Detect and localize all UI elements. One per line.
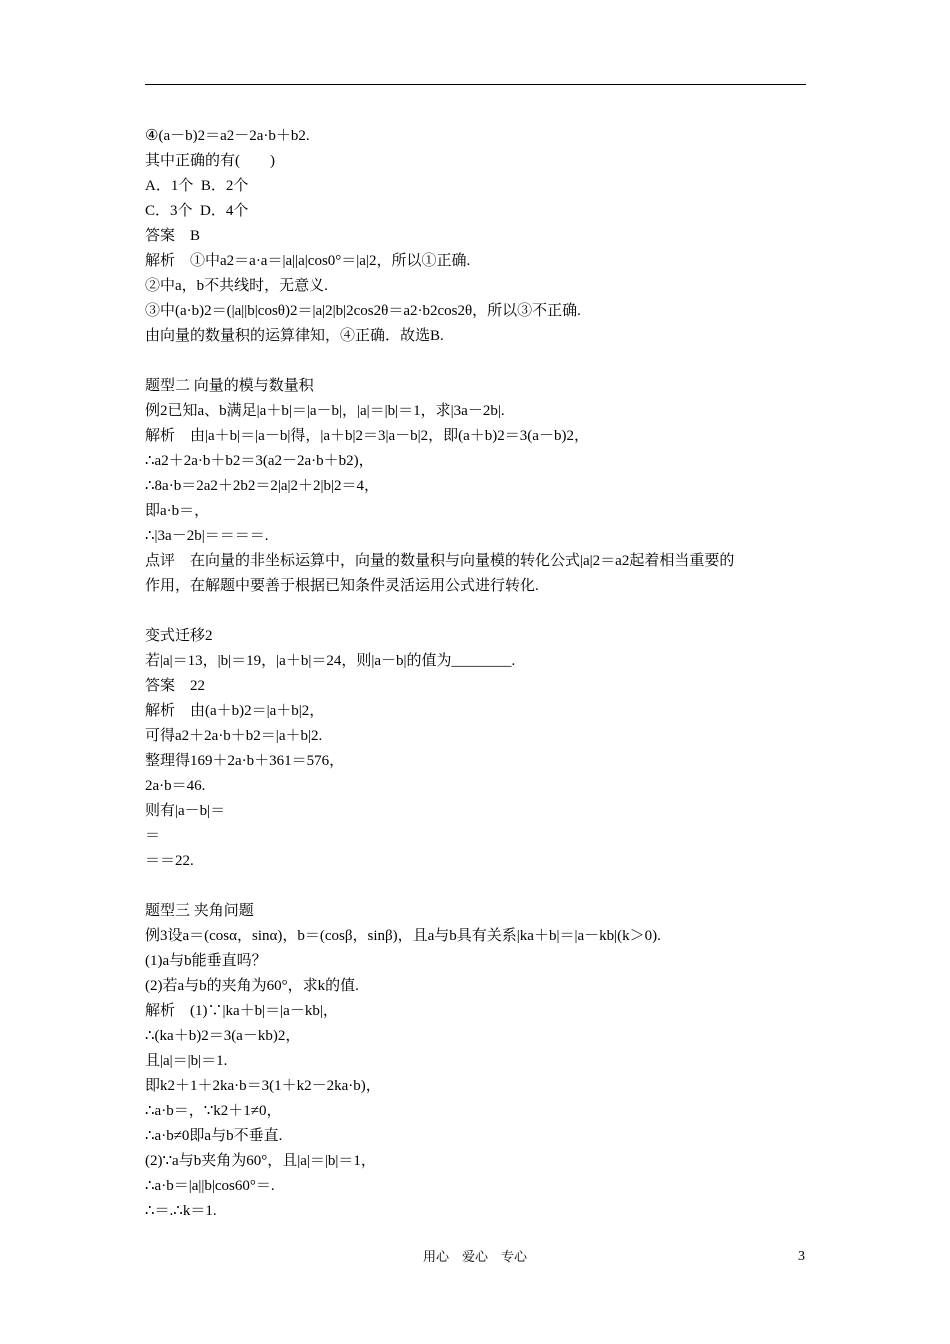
text-line: 解析 ①中a2＝a·a＝|a||a|cos0°＝|a|2，所以①正确. bbox=[145, 253, 471, 269]
footer-slogan: 用心 爱心 专心 bbox=[422, 1249, 527, 1264]
text-line: ＝＝22. bbox=[145, 853, 194, 869]
text-line: A．1个 B．2个 bbox=[145, 178, 249, 194]
text-line: 例3设a＝(cosα，sinα)，b＝(cosβ，sinβ)，且a与b具有关系|ka＋b|＝|a－kb|(k＞0). bbox=[145, 928, 661, 944]
text-line: ③中(a·b)2＝(|a||b|cosθ)2＝|a|2|b|2cos2θ＝a2·b2cos2θ，所以③不正确. bbox=[145, 303, 581, 319]
text-line: 点评 在向量的非坐标运算中，向量的数量积与向量模的转化公式|a|2＝a2起着相当重要的 bbox=[145, 553, 735, 569]
text-line: 题型三 夹角问题 bbox=[145, 903, 254, 919]
text-line: 可得a2＋2a·b＋b2＝|a＋b|2. bbox=[145, 728, 323, 744]
text-line: 例2已知a、b满足|a＋b|＝|a－b|，|a|＝|b|＝1，求|3a－2b|. bbox=[145, 403, 505, 419]
text-line: 变式迁移2 bbox=[145, 628, 213, 644]
text-line: 若|a|＝13，|b|＝19，|a＋b|＝24，则|a－b|的值为________. bbox=[145, 653, 516, 669]
text-line: 题型二 向量的模与数量积 bbox=[145, 378, 314, 394]
text-line: 其中正确的有( ) bbox=[145, 153, 275, 169]
text-line: ∴8a·b＝2a2＋2b2＝2|a|2＋2|b|2＝4， bbox=[145, 478, 380, 494]
text-line: ∴|3a－2b|＝＝＝＝. bbox=[145, 528, 269, 544]
text-line: (2)∵a与b夹角为60°，且|a|＝|b|＝1， bbox=[145, 1153, 376, 1169]
text-line: 则有|a－b|＝ bbox=[145, 803, 226, 819]
blank-line bbox=[145, 874, 810, 899]
text-line: ＝ bbox=[145, 828, 161, 844]
text-line: 作用，在解题中要善于根据已知条件灵活运用公式进行转化. bbox=[145, 578, 539, 594]
header-rule bbox=[145, 84, 806, 85]
text-line: 解析 (1)∵|ka＋b|＝|a－kb|， bbox=[145, 1003, 338, 1019]
blank-line bbox=[145, 349, 810, 374]
text-line: 答案 22 bbox=[145, 678, 206, 694]
text-line: 且|a|＝|b|＝1. bbox=[145, 1053, 228, 1069]
text-line: ②中a，b不共线时，无意义. bbox=[145, 278, 328, 294]
text-line: 解析 由|a＋b|＝|a－b|得，|a＋b|2＝3|a－b|2，即(a＋b)2＝3(a－b)2， bbox=[145, 428, 589, 444]
text-line: 即k2＋1＋2ka·b＝3(1＋k2－2ka·b)， bbox=[145, 1078, 381, 1094]
blank-line bbox=[145, 599, 810, 624]
page-number: 3 bbox=[798, 1249, 805, 1264]
text-line: 答案 B bbox=[145, 228, 201, 244]
text-line: C．3个 D．4个 bbox=[145, 203, 249, 219]
text-line: 解析 由(a＋b)2＝|a＋b|2， bbox=[145, 703, 325, 719]
text-line: 整理得169＋2a·b＋361＝576， bbox=[145, 753, 345, 769]
text-line: ∴a·b≠0即a与b不垂直. bbox=[145, 1128, 283, 1144]
text-line: 即a·b＝， bbox=[145, 503, 210, 519]
text-line: 2a·b＝46. bbox=[145, 778, 206, 794]
text-line: ∴＝.∴k＝1. bbox=[145, 1203, 217, 1219]
document-body bbox=[145, 124, 810, 1224]
text-line: 由向量的数量积的运算律知，④正确．故选B. bbox=[145, 328, 444, 344]
text-line: ∴a2＋2a·b＋b2＝3(a2－2a·b＋b2)， bbox=[145, 453, 374, 469]
text-line: (1)a与b能垂直吗？ bbox=[145, 953, 267, 969]
text-line: ∴a·b＝|a||b|cos60°＝. bbox=[145, 1178, 275, 1194]
text-line: ∴a·b＝，∵k2＋1≠0， bbox=[145, 1103, 282, 1119]
text-line: ∴(ka＋b)2＝3(a－kb)2， bbox=[145, 1028, 301, 1044]
text-line: (2)若a与b的夹角为60°，求k的值. bbox=[145, 978, 359, 994]
text-line: ④(a－b)2＝a2－2a·b＋b2. bbox=[145, 128, 310, 144]
